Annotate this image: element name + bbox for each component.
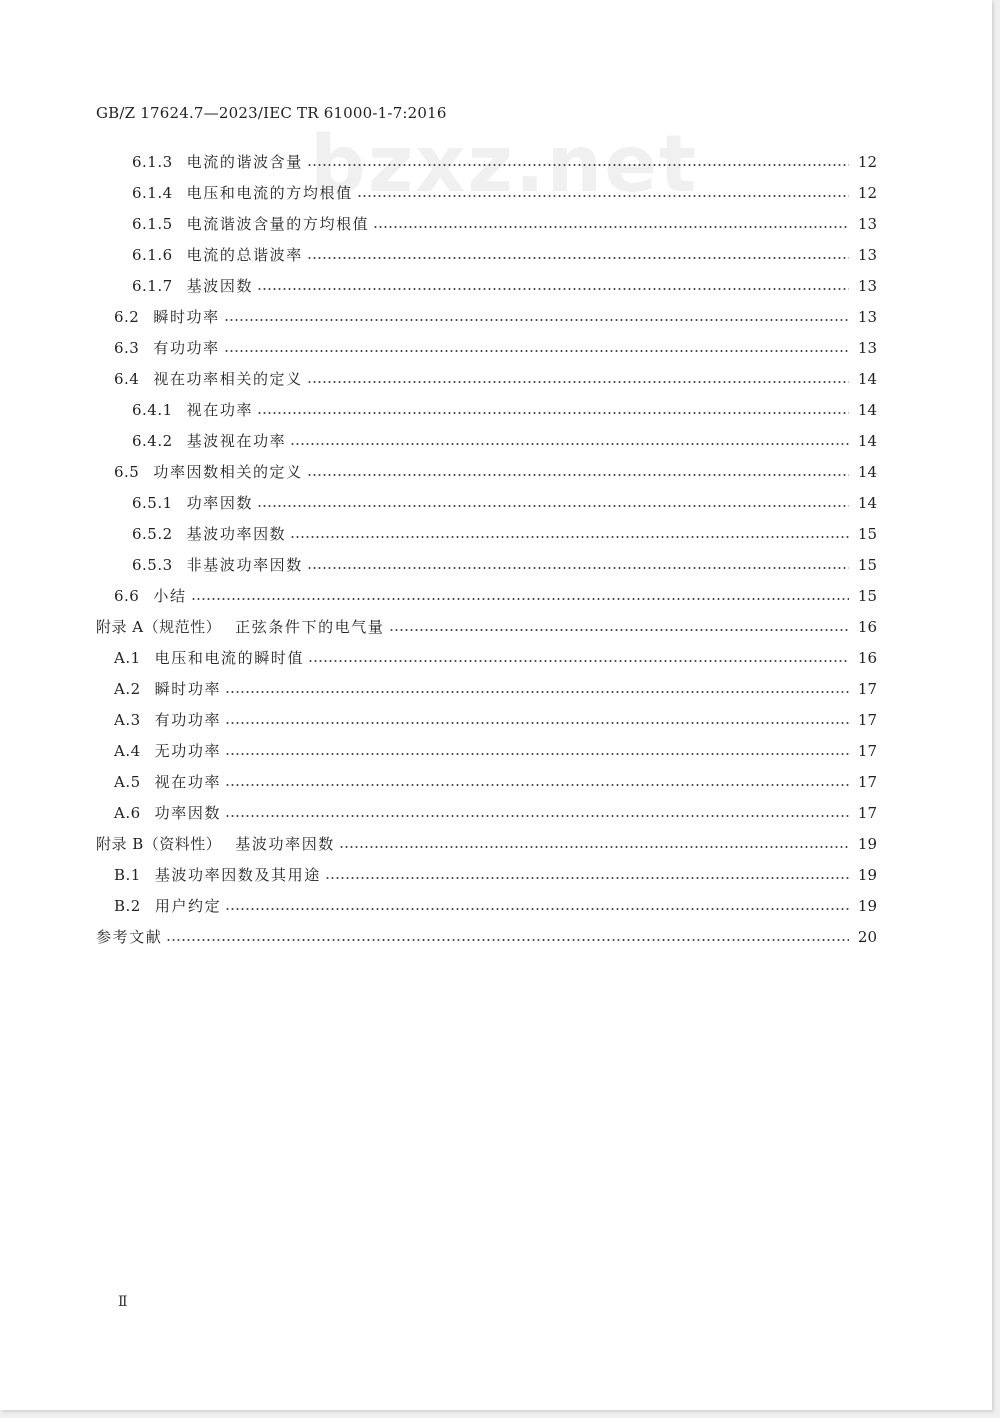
toc-dot-leader [257, 505, 849, 507]
toc-entry[interactable] [114, 332, 877, 363]
toc-entry-number: 6.1.3 [132, 152, 173, 171]
toc-entry-page: 13 [857, 276, 877, 295]
toc-dot-leader [225, 753, 849, 755]
toc-entry[interactable] [132, 177, 877, 208]
toc-entry-number: A.5 [114, 772, 141, 791]
toc-entry[interactable] [96, 828, 877, 859]
toc-entry-page: 14 [857, 431, 877, 450]
toc-dot-leader [257, 288, 849, 290]
toc-entry-number: 6.4.2 [132, 431, 173, 450]
toc-dot-leader [225, 691, 849, 693]
toc-entry[interactable] [114, 797, 877, 828]
toc-entry-number: 6.1.4 [132, 183, 173, 202]
toc-entry-page: 14 [857, 462, 877, 481]
toc-dot-leader [191, 598, 849, 600]
toc-entry-title: 基波功率因数 [186, 525, 287, 543]
toc-entry-title: 有功功率 [153, 339, 220, 357]
toc-entry[interactable] [132, 549, 877, 580]
toc-entry-page: 20 [857, 927, 877, 946]
toc-entry-page: 19 [857, 834, 877, 853]
toc-entry-title: 基波功率因数及其用途 [154, 866, 321, 884]
toc-entry-page: 15 [857, 524, 877, 543]
toc-entry-number: 6.4.1 [132, 400, 173, 419]
toc-dot-leader [307, 567, 849, 569]
toc-entry[interactable] [114, 673, 877, 704]
toc-entry-page: 13 [857, 338, 877, 357]
toc-dot-leader [290, 443, 849, 445]
toc-entry-title: 电流谐波含量的方均根值 [186, 215, 370, 233]
toc-dot-leader [166, 939, 849, 941]
toc-entry-page: 17 [857, 741, 877, 760]
toc-entry-title: 电流的总谐波率 [186, 246, 303, 264]
watermark: bzxz.net [310, 120, 699, 210]
toc-entry-page: 13 [857, 214, 877, 233]
toc-entry-title: 基波因数 [186, 277, 254, 295]
toc-entry-page: 13 [857, 307, 877, 326]
toc-entry[interactable] [96, 921, 877, 952]
toc-dot-leader [225, 815, 849, 817]
toc-dot-leader [307, 257, 849, 259]
toc-dot-leader [224, 319, 849, 321]
toc-entry-number: 6.5.2 [132, 524, 173, 543]
toc-entry[interactable] [114, 735, 877, 766]
toc-dot-leader [257, 412, 849, 414]
toc-entry-number: 6.2 [114, 307, 140, 326]
toc-entry-page: 16 [857, 648, 877, 667]
toc-entry-page: 12 [857, 152, 877, 171]
toc-entry-number: A.6 [114, 803, 141, 822]
toc-entry-title: 视在功率 [186, 401, 254, 419]
toc-entry-page: 15 [857, 586, 877, 605]
toc-dot-leader [325, 877, 849, 879]
toc-dot-leader [225, 908, 849, 910]
toc-entry-title: 非基波功率因数 [186, 556, 303, 574]
page-number: Ⅱ [118, 1294, 128, 1310]
toc-entry-title: 视在功率相关的定义 [153, 370, 303, 388]
toc-dot-leader [225, 784, 849, 786]
toc-entry[interactable] [114, 301, 877, 332]
toc-entry[interactable] [114, 704, 877, 735]
toc-entry-title: 电压和电流的方均根值 [186, 184, 353, 202]
toc-dot-leader [307, 164, 849, 166]
toc-entry-page: 16 [857, 617, 877, 636]
toc-entry[interactable] [114, 859, 877, 890]
toc-entry-title: 瞬时功率 [154, 680, 222, 698]
toc-entry[interactable] [132, 270, 877, 301]
toc-entry-number: 6.1.7 [132, 276, 173, 295]
toc-entry[interactable] [114, 766, 877, 797]
toc-entry-page: 13 [857, 245, 877, 264]
toc-entry-number: A.1 [114, 648, 141, 667]
toc-entry-title: 参考文献 [96, 928, 163, 946]
toc-entry-number: A.4 [114, 741, 141, 760]
toc-entry-number: 附录 A（规范性） [96, 618, 222, 636]
toc-entry[interactable] [114, 642, 877, 673]
toc-entry-title: 小结 [153, 587, 187, 605]
toc-entry[interactable] [132, 208, 877, 239]
toc-entry-title: 瞬时功率 [153, 308, 220, 326]
toc-entry[interactable] [132, 239, 877, 270]
toc-entry[interactable] [132, 394, 877, 425]
toc-entry-title: 有功功率 [154, 711, 222, 729]
toc-entry-title: 正弦条件下的电气量 [235, 618, 385, 636]
toc-entry-title: 功率因数相关的定义 [153, 463, 303, 481]
toc-entry-number: 6.1.6 [132, 245, 173, 264]
toc-entry-title: 无功功率 [154, 742, 222, 760]
toc-entry-page: 19 [857, 896, 877, 915]
toc-dot-leader [225, 722, 849, 724]
toc-entry-number: A.2 [114, 679, 141, 698]
toc-dot-leader [308, 660, 849, 662]
toc-entry-page: 14 [857, 369, 877, 388]
toc-entry[interactable] [114, 890, 877, 921]
toc-entry-number: A.3 [114, 710, 141, 729]
toc-entry-number: 6.5.1 [132, 493, 173, 512]
toc-entry[interactable] [96, 611, 877, 642]
toc-entry-page: 14 [857, 400, 877, 419]
toc-entry[interactable] [114, 580, 877, 611]
toc-entry[interactable] [114, 456, 877, 487]
toc-dot-leader [357, 195, 849, 197]
toc-entry-title: 用户约定 [154, 897, 222, 915]
standard-code-header: GB/Z 17624.7—2023/IEC TR 61000-1-7:2016 [96, 104, 447, 122]
toc-entry[interactable] [132, 518, 877, 549]
toc-entry-title: 功率因数 [186, 494, 254, 512]
toc-entry-number: 6.5.3 [132, 555, 173, 574]
toc-dot-leader [307, 381, 849, 383]
toc-entry-page: 12 [857, 183, 877, 202]
toc-entry-number: 附录 B（资料性） [96, 835, 222, 853]
toc-entry-number: 6.4 [114, 369, 140, 388]
toc-entry-number: B.1 [114, 865, 141, 884]
toc-entry-number: 6.6 [114, 586, 140, 605]
toc-dot-leader [339, 846, 849, 848]
toc-entry-page: 19 [857, 865, 877, 884]
toc-dot-leader [307, 474, 849, 476]
toc-entry-title: 电流的谐波含量 [186, 153, 303, 171]
toc-entry-number: B.2 [114, 896, 141, 915]
toc-entry-page: 17 [857, 803, 877, 822]
toc-entry-number: 6.1.5 [132, 214, 173, 233]
toc-entry[interactable] [114, 363, 877, 394]
toc-entry-title: 基波视在功率 [186, 432, 287, 450]
toc-entry-page: 17 [857, 710, 877, 729]
toc-entry-title: 功率因数 [154, 804, 222, 822]
toc-dot-leader [373, 226, 849, 228]
toc-entry[interactable] [132, 425, 877, 456]
toc-dot-leader [290, 536, 849, 538]
toc-entry-number: 6.5 [114, 462, 140, 481]
toc-dot-leader [389, 629, 849, 631]
toc-entry[interactable] [132, 487, 877, 518]
toc-entry-page: 17 [857, 772, 877, 791]
toc-entry-number: 6.3 [114, 338, 140, 357]
toc-entry-page: 15 [857, 555, 877, 574]
toc-entry-title: 视在功率 [154, 773, 222, 791]
toc-entry-title: 基波功率因数 [235, 835, 335, 853]
toc-dot-leader [224, 350, 849, 352]
toc-entry-page: 17 [857, 679, 877, 698]
toc-entry-page: 14 [857, 493, 877, 512]
toc-entry-title: 电压和电流的瞬时值 [154, 649, 305, 667]
toc-entry[interactable] [132, 146, 877, 177]
